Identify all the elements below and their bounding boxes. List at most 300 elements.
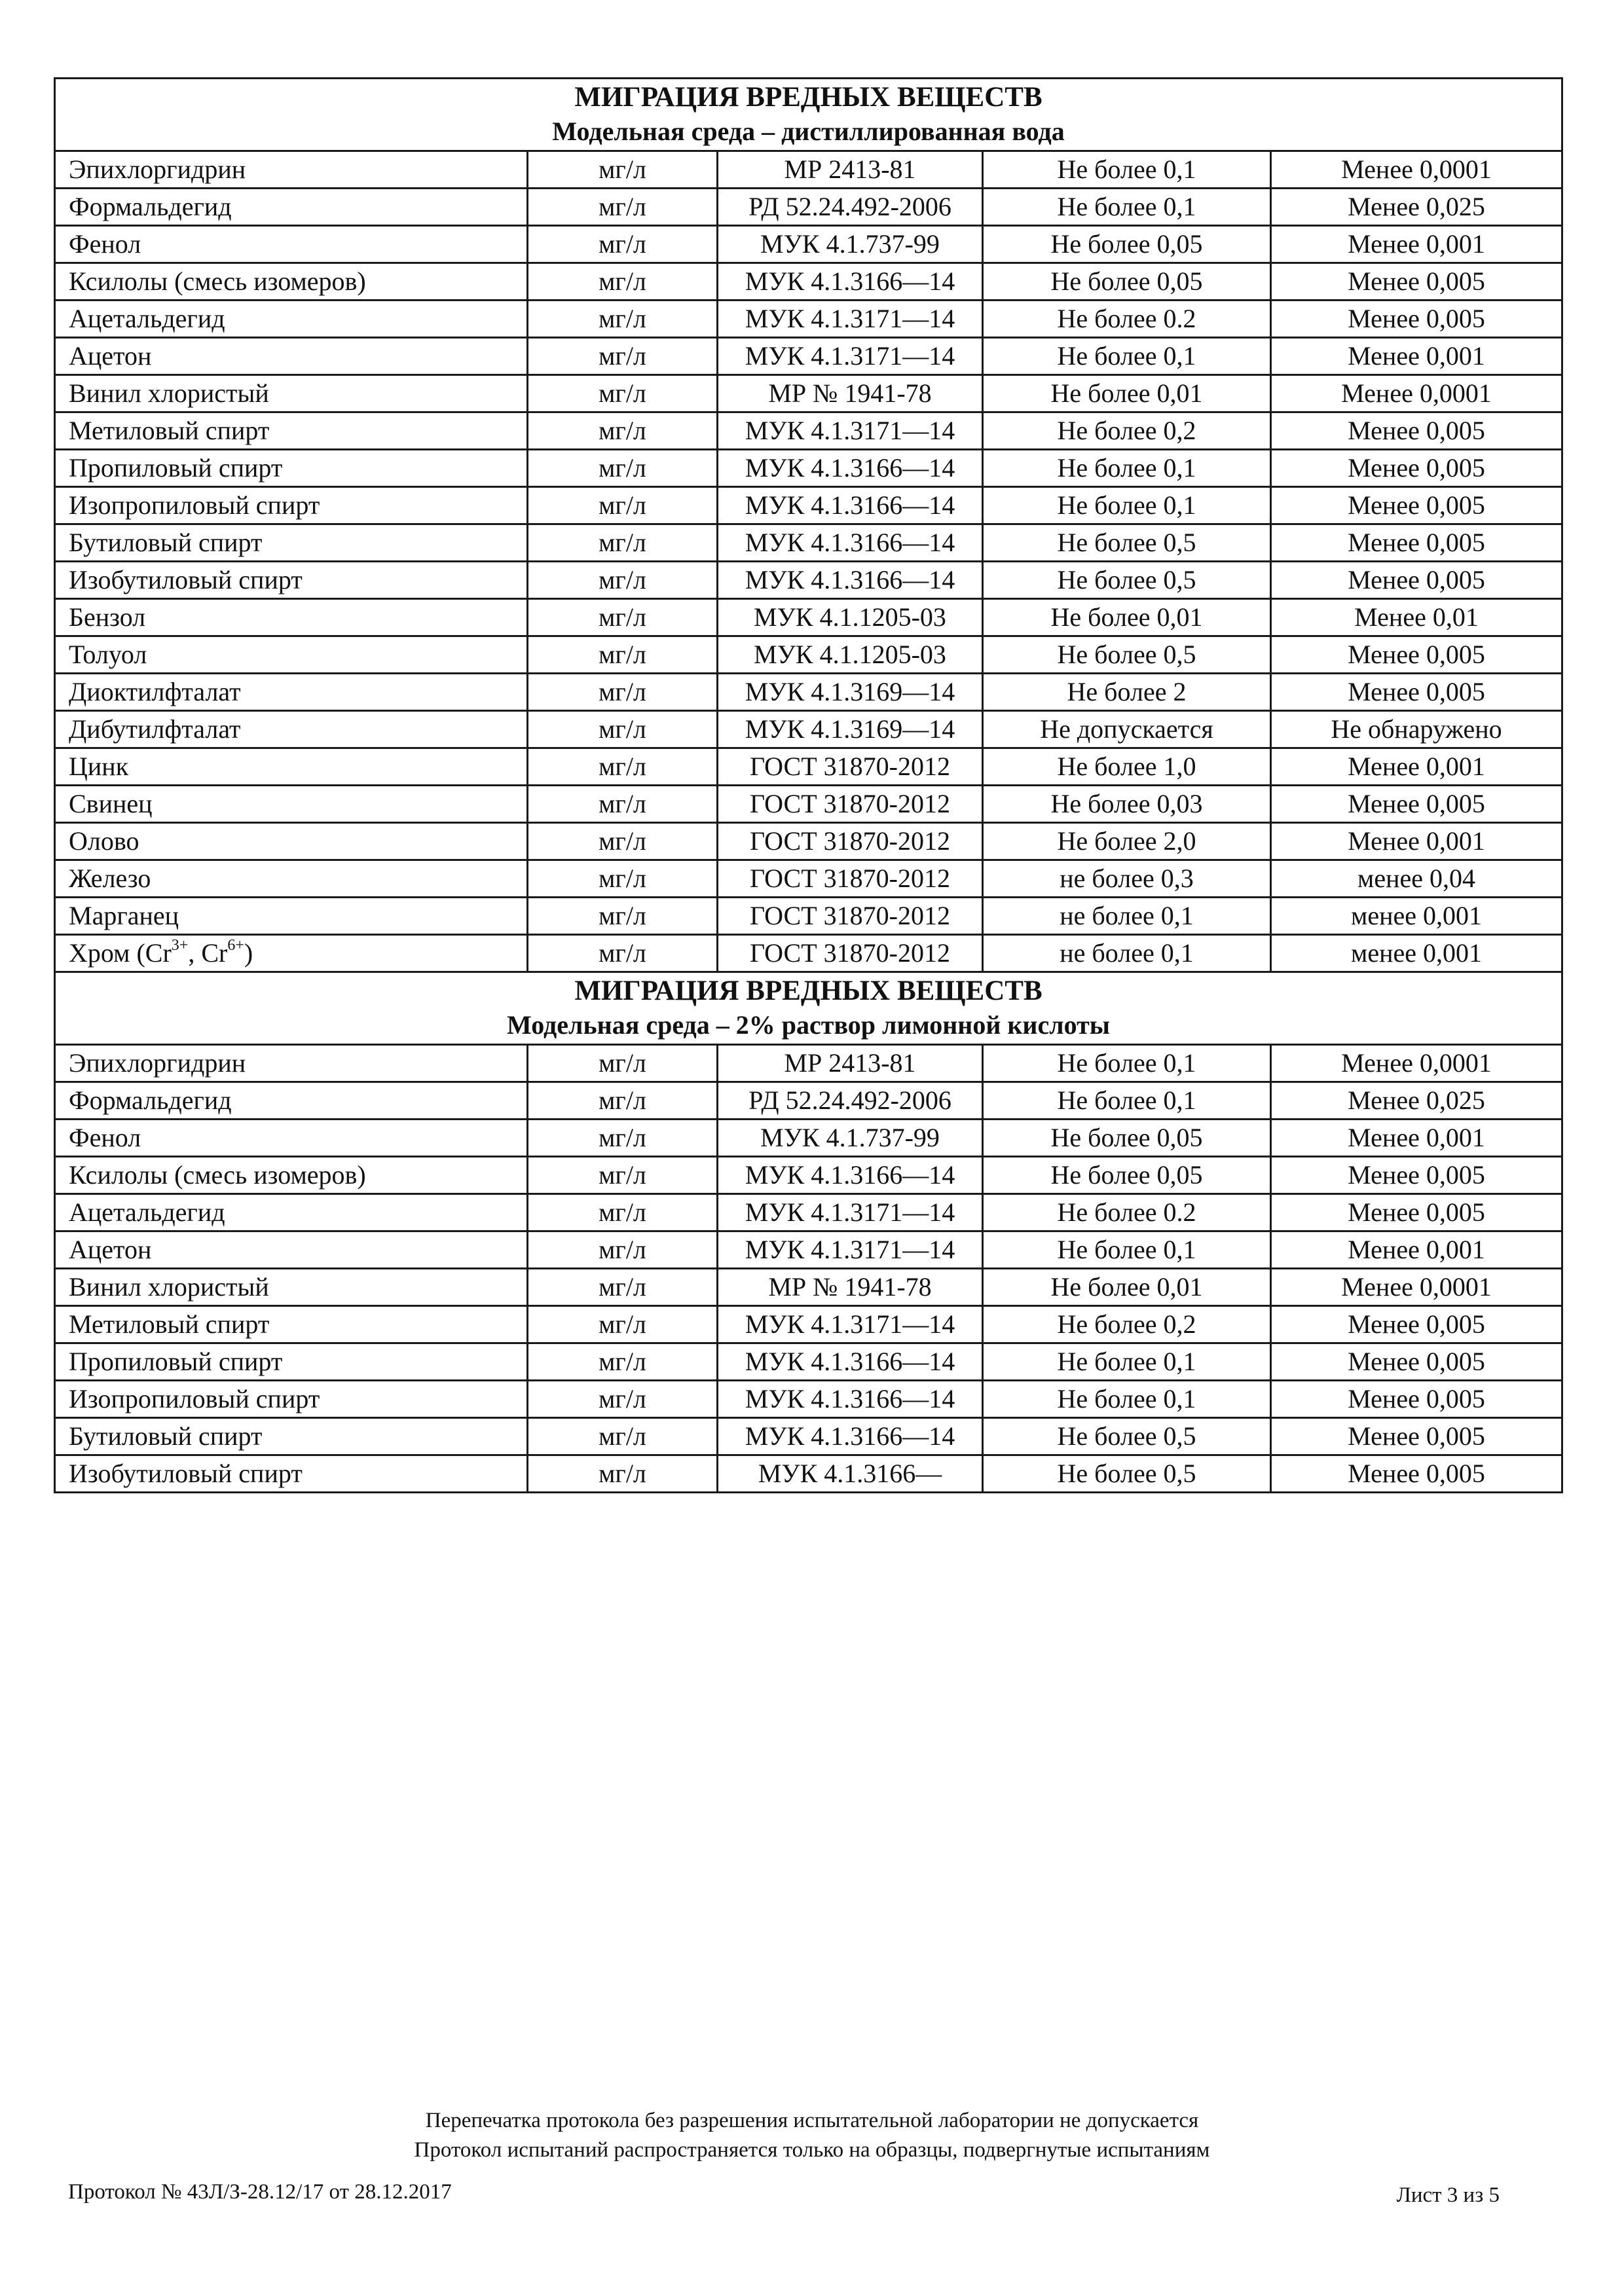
test-method: ГОСТ 31870-2012 [750,826,950,856]
substance-name-cell [55,450,528,487]
test-method-cell [718,1045,983,1082]
substance-name: Олово [69,826,139,856]
test-result-cell [1271,412,1562,450]
test-result: Менее 0,001 [1348,752,1485,781]
test-result: Менее 0,005 [1348,1309,1485,1339]
unit-cell [528,1045,718,1082]
unit: мг/л [599,640,646,669]
substance-name: Метиловый спирт [69,1309,270,1339]
norm-value: Не более 0,1 [1057,1048,1196,1078]
substance-name-cell [55,412,528,450]
test-method-cell [718,1194,983,1231]
substance-name-part: Хром (Cr [69,938,172,968]
norm-value: Не более 0,1 [1057,490,1196,520]
section-title: МИГРАЦИЯ ВРЕДНЫХ ВЕЩЕСТВ [574,82,1043,113]
test-result: Менее 0,001 [1348,341,1485,371]
unit: мг/л [599,938,646,968]
unit-cell [528,412,718,450]
norm-value-cell [983,1045,1271,1082]
test-method-cell [718,263,983,301]
test-method: МУК 4.1.3171—14 [745,1197,955,1227]
table-row [55,1343,1562,1381]
test-result-cell [1271,1194,1562,1231]
test-result-cell [1271,524,1562,562]
norm-value: Не более 0,05 [1050,229,1203,259]
substance-name-cell [55,860,528,898]
test-method: МУК 4.1.3166—14 [745,1421,955,1451]
substance-name: Ацетон [69,341,152,371]
table-row [55,1269,1562,1306]
norm-value-cell [983,599,1271,636]
test-method: МУК 4.1.3166—14 [745,1160,955,1190]
table-row [55,674,1562,711]
table-row [55,151,1562,189]
test-method: МУК 4.1.3171—14 [745,1309,955,1339]
substance-name-cell [55,1045,528,1082]
section-header [55,972,1562,1045]
test-method: ГОСТ 31870-2012 [750,864,950,893]
norm-value-cell [983,562,1271,599]
unit-cell [528,823,718,860]
substance-name: Толуол [69,640,147,669]
substance-name: Пропиловый спирт [69,1347,283,1376]
norm-value: Не более 0,5 [1057,565,1196,594]
norm-value: Не более 0,2 [1057,1309,1196,1339]
test-method: МУК 4.1.3166— [758,1459,942,1488]
test-result: Менее 0,005 [1348,304,1485,333]
test-result-cell [1271,711,1562,748]
substance-name: Железо [69,864,151,893]
substance-name: Ацетальдегид [69,1197,225,1227]
unit: мг/л [599,1123,646,1152]
test-method: ГОСТ 31870-2012 [750,789,950,818]
norm-value-cell [983,487,1271,524]
substance-name-cell [55,599,528,636]
test-result-cell [1271,375,1562,412]
test-result: Менее 0,005 [1348,266,1485,296]
norm-value: Не более 0,5 [1057,1421,1196,1451]
substance-name: Изопропиловый спирт [69,1384,320,1413]
test-method: МУК 4.1.1205-03 [754,602,946,632]
substance-name-cell [55,1455,528,1493]
norm-value-cell [983,1418,1271,1455]
unit-cell [528,898,718,935]
unit-cell [528,1269,718,1306]
table-row [55,450,1562,487]
table-row [55,338,1562,375]
norm-value: Не более 0,1 [1057,341,1196,371]
substance-name-part: , Cr [188,938,228,968]
table-row [55,599,1562,636]
test-result: Менее 0,005 [1348,789,1485,818]
unit-cell [528,786,718,823]
test-method-cell [718,1269,983,1306]
substance-name: Изобутиловый спирт [69,1459,303,1488]
test-method: МУК 4.1.3169—14 [745,714,955,744]
norm-value-cell [983,412,1271,450]
unit: мг/л [599,565,646,594]
test-method: МУК 4.1.3171—14 [745,416,955,445]
substance-name-cell [55,226,528,263]
test-result-cell [1271,1120,1562,1157]
substance-name-cell [55,674,528,711]
unit-cell [528,748,718,786]
unit-cell [528,1381,718,1418]
test-result-cell [1271,748,1562,786]
substance-name: Ацетон [69,1235,152,1264]
unit: мг/л [599,490,646,520]
reprint-note: Перепечатка протокола без разрешения испытательной лаборатории не допускается [425,2109,1199,2132]
test-result-cell [1271,263,1562,301]
table-row [55,301,1562,338]
unit: мг/л [599,1459,646,1488]
substance-name: Цинк [69,752,129,781]
section-title: МИГРАЦИЯ ВРЕДНЫХ ВЕЩЕСТВ [574,975,1043,1006]
substance-name-cell [55,524,528,562]
norm-value-cell [983,1157,1271,1194]
substance-name-cell [55,1343,528,1381]
norm-value-cell [983,860,1271,898]
norm-value: Не более 0,05 [1050,1160,1203,1190]
test-result: Менее 0,005 [1348,1384,1485,1413]
table-row [55,263,1562,301]
table-row [55,1045,1562,1082]
test-method: РД 52.24.492-2006 [748,192,951,221]
test-method-cell [718,1343,983,1381]
substance-name-cell [55,263,528,301]
unit-cell [528,487,718,524]
unit-cell [528,524,718,562]
table-row [55,1306,1562,1343]
unit-cell [528,1120,718,1157]
test-result: Менее 0,005 [1348,1459,1485,1488]
norm-value-cell [983,1120,1271,1157]
unit: мг/л [599,155,646,184]
test-result: Менее 0,005 [1348,1421,1485,1451]
unit-cell [528,562,718,599]
unit-cell [528,450,718,487]
table-row [55,1194,1562,1231]
norm-value-cell [983,1381,1271,1418]
unit-cell [528,263,718,301]
unit: мг/л [599,602,646,632]
norm-value-cell [983,1343,1271,1381]
substance-name: Фенол [69,1123,141,1152]
substance-name-cell [55,1381,528,1418]
substance-name-cell [55,338,528,375]
test-result-cell [1271,189,1562,226]
substance-name-cell [55,1157,528,1194]
norm-value: Не более 0,05 [1050,266,1203,296]
test-method-cell [718,562,983,599]
unit-cell [528,674,718,711]
unit-cell [528,636,718,674]
test-method: МУК 4.1.3166—14 [745,490,955,520]
norm-value: Не более 0,01 [1050,602,1203,632]
test-result: Менее 0,025 [1348,1085,1485,1115]
test-result-cell [1271,823,1562,860]
table-row [55,1418,1562,1455]
test-method-cell [718,151,983,189]
substance-name-cell [55,301,528,338]
substance-name-cell [55,189,528,226]
test-result: Менее 0,005 [1348,1160,1485,1190]
test-method: МУК 4.1.3171—14 [745,341,955,371]
section-subtitle: Модельная среда – дистиллированная вода [552,117,1065,146]
substance-name: Формальдегид [69,1085,232,1115]
test-method-cell [718,524,983,562]
substance-name: Дибутилфталат [69,714,241,744]
unit: мг/л [599,1272,646,1302]
table-row [55,898,1562,935]
unit: мг/л [599,416,646,445]
unit: мг/л [599,752,646,781]
test-result-cell [1271,1418,1562,1455]
test-result-cell [1271,151,1562,189]
substance-name-cell [55,1269,528,1306]
unit: мг/л [599,864,646,893]
norm-value: не более 0,1 [1060,901,1194,930]
norm-value: Не более 2,0 [1057,826,1196,856]
norm-value-cell [983,711,1271,748]
norm-value: Не допускается [1040,714,1213,744]
substance-name: Свинец [69,789,153,818]
norm-value: Не более 0,1 [1057,155,1196,184]
test-method-cell [718,1418,983,1455]
substance-name: Ксилолы (смесь изомеров) [69,1160,366,1190]
test-method: МР № 1941-78 [768,378,932,408]
unit: мг/л [599,341,646,371]
substance-name: Винил хлористый [69,1272,269,1302]
test-result-cell [1271,860,1562,898]
test-result-cell [1271,487,1562,524]
table-row [55,1381,1562,1418]
test-method: МУК 4.1.3166—14 [745,1347,955,1376]
unit: мг/л [599,192,646,221]
test-method: МУК 4.1.3166—14 [745,266,955,296]
test-result: Менее 0,005 [1348,640,1485,669]
substance-name-cell [55,1418,528,1455]
test-result-cell [1271,1269,1562,1306]
table-row [55,1157,1562,1194]
unit: мг/л [599,1160,646,1190]
table-row [55,1455,1562,1493]
superscript: 3+ [171,936,189,954]
norm-value-cell [983,226,1271,263]
test-method: МУК 4.1.3169—14 [745,677,955,706]
substance-name-cell [55,711,528,748]
table-row [55,189,1562,226]
unit-cell [528,1231,718,1269]
substance-name-cell [55,748,528,786]
test-result-cell [1271,1045,1562,1082]
section-header-cell [55,79,1562,151]
test-result-cell [1271,450,1562,487]
test-method-cell [718,935,983,972]
test-result: менее 0,04 [1357,864,1475,893]
substance-name-cell [55,1231,528,1269]
test-result-cell [1271,1082,1562,1120]
substance-name-cell [55,151,528,189]
unit: мг/л [599,378,646,408]
table-row [55,524,1562,562]
norm-value: Не более 0,03 [1050,789,1203,818]
test-result-cell [1271,674,1562,711]
norm-value-cell [983,898,1271,935]
test-result: Менее 0,01 [1354,602,1479,632]
test-method: ГОСТ 31870-2012 [750,752,950,781]
substance-name: Метиловый спирт [69,416,270,445]
test-result: Менее 0,005 [1348,416,1485,445]
substance-name: Бензол [69,602,146,632]
norm-value-cell [983,263,1271,301]
test-method-cell [718,636,983,674]
test-method: РД 52.24.492-2006 [748,1085,951,1115]
test-result-cell [1271,599,1562,636]
substance-name: Диоктилфталат [69,677,241,706]
unit-cell [528,226,718,263]
test-result-cell [1271,338,1562,375]
unit: мг/л [599,1309,646,1339]
test-method-cell [718,412,983,450]
table-row [55,487,1562,524]
substance-name-cell [55,562,528,599]
test-result: Менее 0,001 [1348,229,1485,259]
norm-value-cell [983,338,1271,375]
norm-value-cell [983,786,1271,823]
test-result: Менее 0,005 [1348,528,1485,557]
norm-value-cell [983,935,1271,972]
test-method-cell [718,226,983,263]
unit-cell [528,860,718,898]
substance-name: Бутиловый спирт [69,1421,263,1451]
test-method: ГОСТ 31870-2012 [750,938,950,968]
results-table-body [55,79,1562,1493]
test-method: МУК 4.1.3166—14 [745,565,955,594]
norm-value: Не более 1,0 [1057,752,1196,781]
unit: мг/л [599,1347,646,1376]
unit-cell [528,1418,718,1455]
norm-value-cell [983,450,1271,487]
substance-name: Фенол [69,229,141,259]
unit: мг/л [599,1384,646,1413]
norm-value-cell [983,151,1271,189]
table-row [55,1231,1562,1269]
test-result: Менее 0,0001 [1341,1272,1492,1302]
test-method: ГОСТ 31870-2012 [750,901,950,930]
table-row [55,823,1562,860]
test-method-cell [718,599,983,636]
section-subtitle: Модельная среда – 2% раствор лимонной кислоты [506,1010,1110,1040]
norm-value: Не более 0,1 [1057,1384,1196,1413]
test-result-cell [1271,636,1562,674]
test-result-cell [1271,1157,1562,1194]
test-result: Менее 0,0001 [1341,1048,1492,1078]
test-result-cell [1271,301,1562,338]
unit: мг/л [599,229,646,259]
test-method-cell [718,711,983,748]
table-row [55,412,1562,450]
test-result: Менее 0,001 [1348,1235,1485,1264]
norm-value: Не более 0,2 [1057,416,1196,445]
norm-value: Не более 0,1 [1057,1235,1196,1264]
test-method: МУК 4.1.737-99 [760,1123,940,1152]
unit-cell [528,189,718,226]
substance-name-cell [55,786,528,823]
test-method-cell [718,450,983,487]
norm-value: Не более 0,1 [1057,1085,1196,1115]
test-result-cell [1271,898,1562,935]
table-row [55,375,1562,412]
test-method-cell [718,1157,983,1194]
unit: мг/л [599,1197,646,1227]
sheet-number: Лист 3 из 5 [1396,2183,1500,2207]
test-result-cell [1271,1455,1562,1493]
substance-name: Эпихлоргидрин [69,1048,246,1078]
norm-value: Не более 0.2 [1057,304,1196,333]
test-method-cell [718,1306,983,1343]
norm-value: Не более 0,01 [1050,1272,1203,1302]
table-row [55,226,1562,263]
test-method-cell [718,487,983,524]
unit: мг/л [599,1048,646,1078]
substance-name-part: ) [244,938,253,968]
test-result: менее 0,001 [1351,938,1482,968]
unit: мг/л [599,677,646,706]
section-header-cell [55,972,1562,1045]
substance-name-cell [55,823,528,860]
test-method: МУК 4.1.1205-03 [754,640,946,669]
table-row [55,711,1562,748]
test-method-cell [718,375,983,412]
test-method: МУК 4.1.737-99 [760,229,940,259]
test-result: Менее 0,005 [1348,453,1485,483]
norm-value-cell [983,301,1271,338]
norm-value-cell [983,1231,1271,1269]
substance-name: Ксилолы (смесь изомеров) [69,266,366,296]
substance-name-cell [55,1082,528,1120]
table-row [55,786,1562,823]
norm-value: Не более 0.2 [1057,1197,1196,1227]
norm-value-cell [983,823,1271,860]
norm-value-cell [983,1306,1271,1343]
norm-value: Не более 0,5 [1057,640,1196,669]
test-result: Менее 0,005 [1348,1347,1485,1376]
substance-name: Бутиловый спирт [69,528,263,557]
test-method: МУК 4.1.3166—14 [745,453,955,483]
test-result-cell [1271,1343,1562,1381]
test-result: Менее 0,0001 [1341,155,1492,184]
norm-value: не более 0,3 [1060,864,1194,893]
test-method-cell [718,1455,983,1493]
unit-cell [528,599,718,636]
test-result-cell [1271,1306,1562,1343]
unit: мг/л [599,1235,646,1264]
unit: мг/л [599,1085,646,1115]
norm-value: Не более 0,5 [1057,528,1196,557]
unit: мг/л [599,266,646,296]
test-method-cell [718,823,983,860]
unit: мг/л [599,789,646,818]
test-result: Менее 0,005 [1348,677,1485,706]
unit: мг/л [599,453,646,483]
test-method-cell [718,898,983,935]
test-result: Менее 0,0001 [1341,378,1492,408]
test-method-cell [718,674,983,711]
test-result-cell [1271,1231,1562,1269]
unit-cell [528,301,718,338]
table-row [55,935,1562,972]
